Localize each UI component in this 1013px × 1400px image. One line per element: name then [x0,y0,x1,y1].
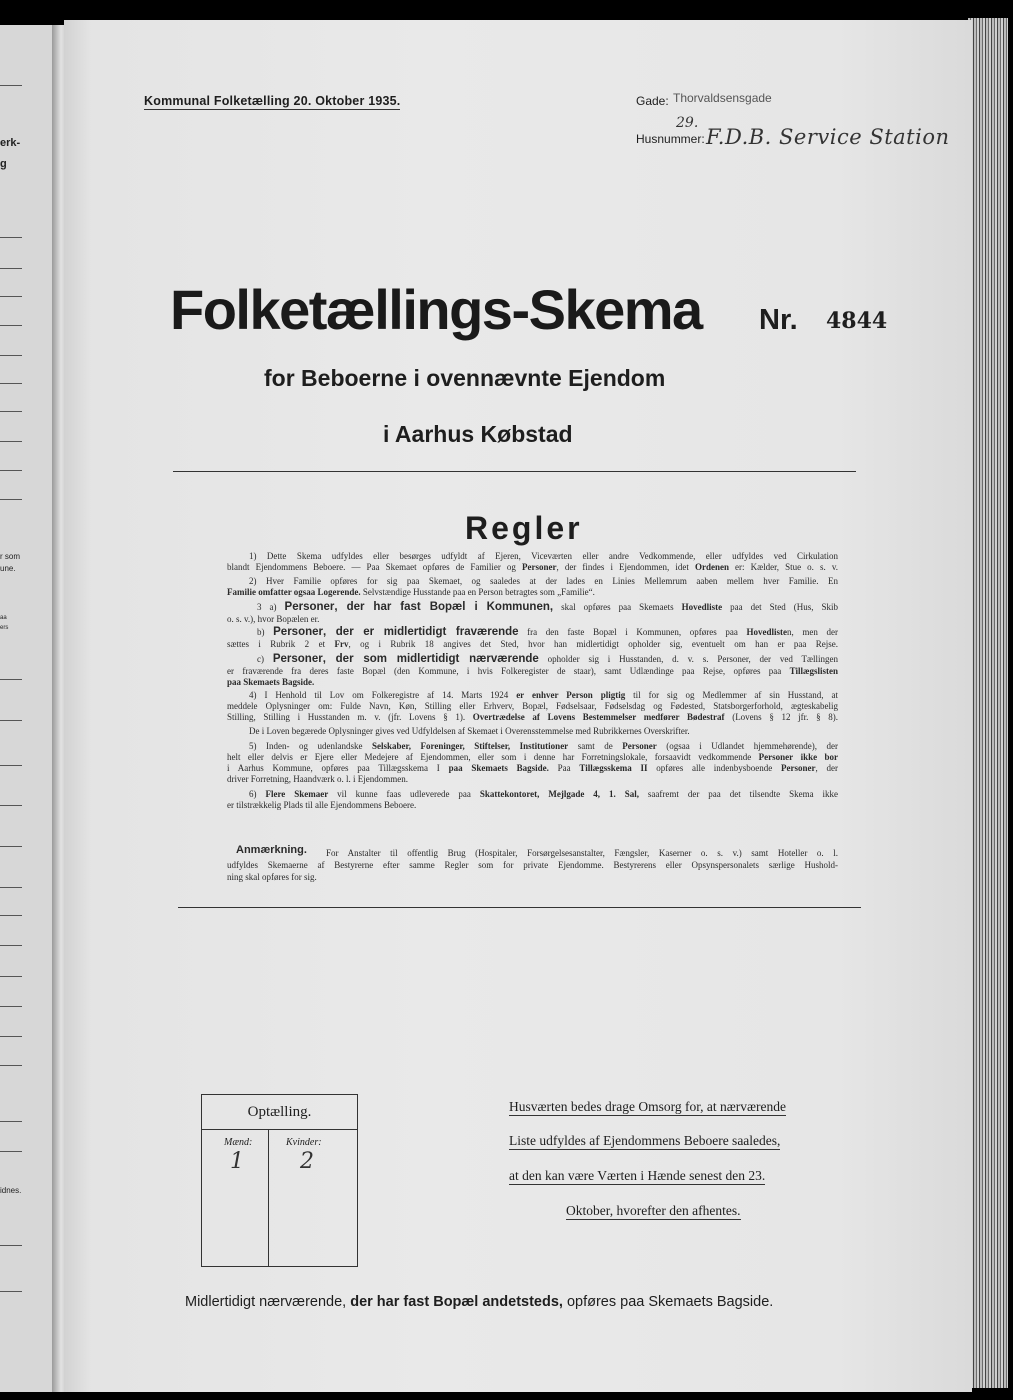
rule-line [0,1291,22,1292]
rules-heading: Regler [465,510,583,546]
form-number-value: 4844 [826,308,888,334]
rule-line [0,765,22,766]
rule-line [0,1151,22,1152]
rule-line-text: paa Skemaets Bagside. [227,677,315,687]
husnummer-value: F.D.B. Service Station [706,125,950,149]
maend-count: 1 [230,1149,244,1174]
rule-line [0,296,22,297]
form-number-label: Nr. [759,304,798,336]
page-fragment-text: ers [0,625,9,631]
rule-line [0,441,22,442]
rule-line-text: 4) I Henhold til Lov om Folkeregistre af 14. Marts 1924 er enhver Person pligtig til for sig og Medlemmer af sin Husstand, at [249,690,838,700]
rule-line-text: 3 a) Personer, der har fast Bopæl i Kommunen, skal opføres paa Skemaets Hovedliste paa det Sted (Hus, Skib [257,601,838,613]
tally-box [201,1094,358,1267]
house-number-handwritten: 29. [676,115,699,131]
form-title: Folketællings-Skema [170,278,702,341]
footer-bold-text: der har fast Bopæl andetsteds, [350,1294,563,1310]
rule-line-text: i Aarhus Kommune, opføres paa Tillægsskema I paa Skemaets Bagside. Paa Tillægsskema II opføres alle indenbysboende Personer, der [227,763,838,773]
footer-note [185,1294,773,1310]
rule-line [0,470,22,471]
gade-value: Thorvaldsensgade [673,91,772,105]
rule-line [0,720,22,721]
kvinder-label: Kvinder: [286,1137,322,1148]
rule-line [0,846,22,847]
tally-column-divider [268,1129,269,1266]
rule-line [0,85,22,86]
rule-line-text: er fraværende fra deres faste Bopæl (den Kommune, i hvis Folkeregister de staar), samt Udlændinge paa Rejse, opføres paa Tillægslisten [227,666,838,676]
page-fragment-text: r som [0,552,20,561]
annotation-line-text: ning skal opføres for sig. [227,872,317,882]
husnummer-label: Husnummer: [636,132,705,146]
annotation-line-text: udfyldes Skemaerne af Bestyrerne efter samme Regler som for private Ejendomme. Bestyrerens eller Opsynspersonalets særlige Hushold- [227,860,838,870]
divider-line [173,471,856,472]
rule-line [0,411,22,412]
rule-line [0,1065,22,1066]
rule-line [0,1245,22,1246]
rule-line-text: 1) Dette Skema udfyldes eller besørges udfyldt af Ejeren, Viceværten eller andre Vedkommende, eller udfyldes ved Cirkulation [249,551,838,561]
form-subtitle-city: i Aarhus Købstad [383,421,573,447]
page-fragment-text: aa [0,615,7,621]
rule-line [0,887,22,888]
rule-line-text: Familie omfatter ogsaa Logerende. Selvstændige Husstande paa en Person betragtes som „Familie“. [227,587,595,597]
rule-line [0,915,22,916]
page-fragment-text: idnes. [0,1186,22,1195]
gade-label: Gade: [636,94,669,108]
rule-line [0,1121,22,1122]
tally-title: Optælling. [247,1104,312,1120]
page-edges [968,18,1008,1388]
rule-line [0,268,22,269]
rule-line [0,976,22,977]
rule-line [0,325,22,326]
annotation-label: Anmærkning. [236,844,307,856]
kvinder-count: 2 [300,1149,314,1174]
rule-line-text: 6) Flere Skemaer vil kunne faas udleverede paa Skattekontoret, Mejlgade 4, 1. Sal, saafremt der paa det tilsendte Skema ikke [249,789,839,799]
rule-line [0,1006,22,1007]
previous-page-strip [0,25,58,1392]
notice-line: at den kan være Værten i Hænde senest den 23. [509,1168,766,1183]
rule-line-text: 5) Inden- og udenlandske Selskaber, Foreninger, Stiftelser, Institutioner samt de Personer (ogsaa i Udlandet hjemmehørende), der [249,741,838,751]
census-heading: Kommunal Folketælling 20. Oktober 1935. [144,94,401,108]
rule-line-text: driver Forretning, Haandværk o. l. i Ejendommen. [227,774,408,784]
form-subtitle: for Beboerne i ovennævnte Ejendom [264,365,666,391]
rule-line-text: blandt Ejendommens Beboere. — Paa Skemaet opføres de Familier og Personer, der findes i Ejendommen, idet Ordenen er: Kælder, Stue o. s. v. [227,562,838,572]
rule-line-text: c) Personer, der som midlertidigt nærværende opholder sig i Husstanden, d. v. s. Personer, der ved Tællingen [257,653,839,665]
notice-line: Oktober, hvorefter den afhentes. [566,1203,741,1218]
rule-line-text: De i Loven begærede Oplysninger gives ved Udfyldelsen af Skemaet i Overensstemmelse med Rubrikkernes Overskrifter. [249,726,690,736]
tally-divider [202,1129,357,1130]
rule-line [0,383,22,384]
maend-label: Mænd: [224,1137,253,1148]
rule-line [0,499,22,500]
rule-line-text: o. s. v.), hvor Bopælen er. [227,614,320,624]
rule-line-text: meddele Oplysninger om: Fulde Navn, Køn, Stilling eller Erhverv, Bopæl, Fødselsaar, Fødselsdag og Fødested, Statsborgerforhold, ægteskabelig [227,701,838,711]
rule-line-text: b) Personer, der er midlertidigt fraværende fra den faste Bopæl i Kommunen, opføres paa Hovedlisten, men der [257,626,838,638]
rule-line [0,1036,22,1037]
rule-line-text: sættes i Rubrik 2 et Frv, og i Rubrik 18 angives det Sted, hvor han midlertidigt opholder sig, eventuelt om han er paa Rejse. [227,639,839,649]
rule-line-text: er tilstrækkelig Plads til alle Ejendommens Beboere. [227,800,417,810]
annotation-line-text: For Anstalter til offentlig Brug (Hospitaler, Forsørgelsesanstalter, Fængsler, Kaserner o. s. v.) samt Hoteller o. l. [326,848,838,858]
page-fragment-text: erk- [0,137,21,149]
rule-line [0,355,22,356]
rule-line-text: 2) Hver Familie opføres for sig paa Skemaet, og saaledes at der lades en Linies Mellemrum aaben mellem hver Familie. En [249,576,838,586]
notice-line: Husværten bedes drage Omsorg for, at nærværende [509,1099,787,1114]
footer-text: Midlertidigt nærværende, [185,1294,347,1310]
footer-text: opføres paa Skemaets Bagside. [566,1294,774,1310]
page-fragment-text: une. [0,564,16,573]
divider-line [178,907,861,908]
rule-line [0,679,22,680]
rule-line [0,237,22,238]
rule-line [0,945,22,946]
notice-line: Liste udfyldes af Ejendommens Beboere saaledes, [509,1133,781,1148]
page-fragment-text: g [0,158,7,170]
rule-line-text: helt eller delvis er Ejere eller Medejere af Ejendommen, eller som i denne har Forretningslokale, forsaavidt vedkommende Personer ikke bor [227,752,838,762]
rule-line [0,805,22,806]
rule-line-text: Stilling, Stilling i Husstanden m. v. (jfr. Lovens § 1). Overtrædelse af Lovens Bestemmelser medfører Bødestraf (Lovens § 12 jfr. § 8). [227,712,838,722]
